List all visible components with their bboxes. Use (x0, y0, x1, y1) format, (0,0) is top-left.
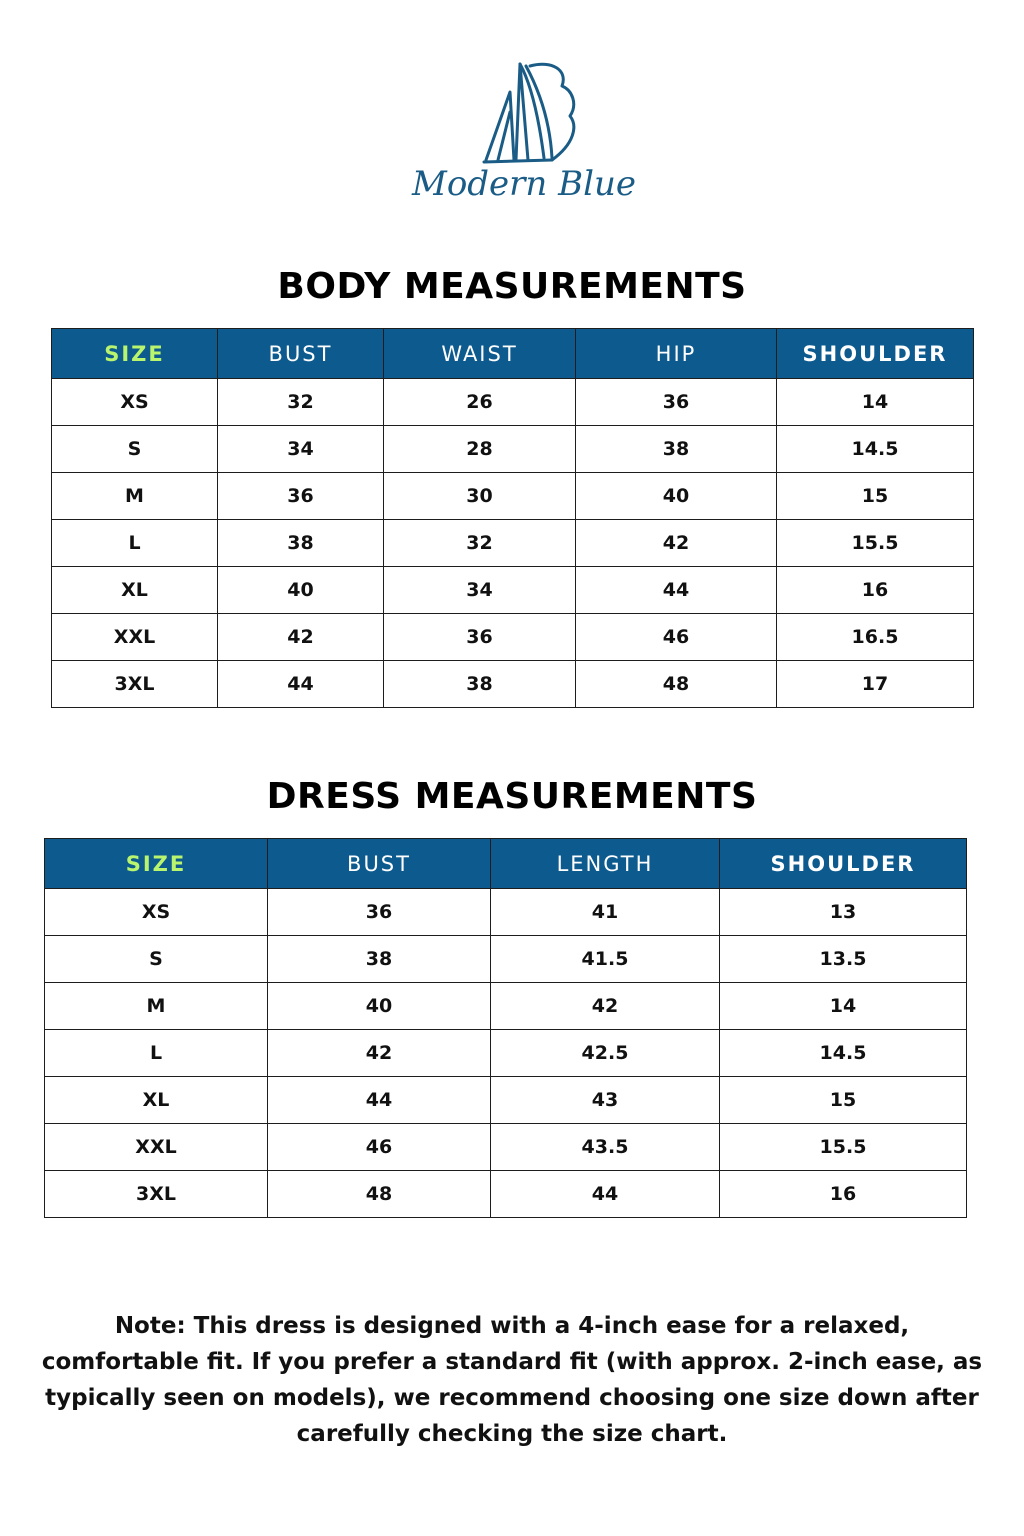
table-row (52, 473, 974, 520)
cell-bust: 36 (268, 889, 491, 936)
cell-size: S (45, 936, 268, 983)
table-row (45, 936, 967, 983)
cell-bust: 32 (218, 379, 384, 426)
cell-size: XXL (45, 1124, 268, 1171)
sailboat-logo-icon (402, 52, 622, 172)
cell-bust: 36 (218, 473, 384, 520)
cell-bust: 46 (268, 1124, 491, 1171)
cell-hip: 46 (576, 614, 777, 661)
cell-bust: 42 (218, 614, 384, 661)
cell-size: XS (45, 889, 268, 936)
dress-measurements-title: DRESS MEASUREMENTS (266, 776, 758, 817)
header-length: LENGTH (491, 839, 720, 889)
cell-waist: 34 (384, 567, 576, 614)
table-header-row (45, 839, 967, 889)
cell-bust: 38 (218, 520, 384, 567)
body-measurements-title: BODY MEASUREMENTS (277, 266, 747, 307)
cell-waist: 30 (384, 473, 576, 520)
cell-shoulder: 14 (720, 983, 967, 1030)
cell-length: 42.5 (491, 1030, 720, 1077)
cell-size: 3XL (52, 661, 218, 708)
header-bust: BUST (268, 839, 491, 889)
cell-size: XS (52, 379, 218, 426)
cell-size: XXL (52, 614, 218, 661)
table-row (45, 983, 967, 1030)
cell-size: L (45, 1030, 268, 1077)
cell-shoulder: 16 (777, 567, 974, 614)
cell-waist: 26 (384, 379, 576, 426)
cell-waist: 36 (384, 614, 576, 661)
header-bust: BUST (218, 329, 384, 379)
cell-hip: 38 (576, 426, 777, 473)
cell-shoulder: 14.5 (720, 1030, 967, 1077)
table-row (52, 379, 974, 426)
cell-size: XL (52, 567, 218, 614)
cell-waist: 32 (384, 520, 576, 567)
cell-shoulder: 15.5 (720, 1124, 967, 1171)
cell-bust: 40 (268, 983, 491, 1030)
table-row (52, 614, 974, 661)
cell-size: S (52, 426, 218, 473)
cell-shoulder: 17 (777, 661, 974, 708)
cell-hip: 40 (576, 473, 777, 520)
cell-hip: 42 (576, 520, 777, 567)
body-measurements-table (51, 328, 974, 708)
cell-size: M (45, 983, 268, 1030)
cell-shoulder: 15.5 (777, 520, 974, 567)
table-row (52, 520, 974, 567)
table-row (45, 1124, 967, 1171)
table-header-row (52, 329, 974, 379)
cell-shoulder: 13 (720, 889, 967, 936)
cell-waist: 38 (384, 661, 576, 708)
cell-hip: 44 (576, 567, 777, 614)
dress-measurements-table (44, 838, 967, 1218)
table-row (45, 1077, 967, 1124)
cell-length: 43 (491, 1077, 720, 1124)
header-hip: HIP (576, 329, 777, 379)
cell-bust: 40 (218, 567, 384, 614)
cell-shoulder: 16.5 (777, 614, 974, 661)
cell-waist: 28 (384, 426, 576, 473)
cell-size: 3XL (45, 1171, 268, 1218)
cell-length: 43.5 (491, 1124, 720, 1171)
header-shoulder: SHOULDER (720, 839, 967, 889)
cell-length: 42 (491, 983, 720, 1030)
cell-shoulder: 15 (720, 1077, 967, 1124)
cell-hip: 36 (576, 379, 777, 426)
cell-length: 44 (491, 1171, 720, 1218)
table-row (52, 567, 974, 614)
table-row (45, 1171, 967, 1218)
brand-name: Modern Blue (412, 164, 637, 204)
cell-shoulder: 15 (777, 473, 974, 520)
cell-bust: 34 (218, 426, 384, 473)
cell-hip: 48 (576, 661, 777, 708)
cell-bust: 44 (268, 1077, 491, 1124)
table-row (45, 1030, 967, 1077)
cell-size: L (52, 520, 218, 567)
cell-shoulder: 14.5 (777, 426, 974, 473)
cell-shoulder: 16 (720, 1171, 967, 1218)
header-waist: WAIST (384, 329, 576, 379)
table-row (45, 889, 967, 936)
cell-size: XL (45, 1077, 268, 1124)
cell-shoulder: 13.5 (720, 936, 967, 983)
table-row (52, 426, 974, 473)
cell-bust: 44 (218, 661, 384, 708)
cell-bust: 38 (268, 936, 491, 983)
cell-size: M (52, 473, 218, 520)
cell-length: 41 (491, 889, 720, 936)
cell-length: 41.5 (491, 936, 720, 983)
header-shoulder: SHOULDER (777, 329, 974, 379)
header-size: SIZE (45, 839, 268, 889)
brand-logo (402, 52, 637, 222)
table-row (52, 661, 974, 708)
fit-note: Note: This dress is designed with a 4-inch ease for a relaxed, comfortable fit. If you prefer a standard fit (with approx. 2-inch ease, as typically seen on models), we recommend choosing one size down after carefully checking the size chart. (41, 1313, 983, 1447)
cell-bust: 42 (268, 1030, 491, 1077)
cell-shoulder: 14 (777, 379, 974, 426)
header-size: SIZE (52, 329, 218, 379)
cell-bust: 48 (268, 1171, 491, 1218)
